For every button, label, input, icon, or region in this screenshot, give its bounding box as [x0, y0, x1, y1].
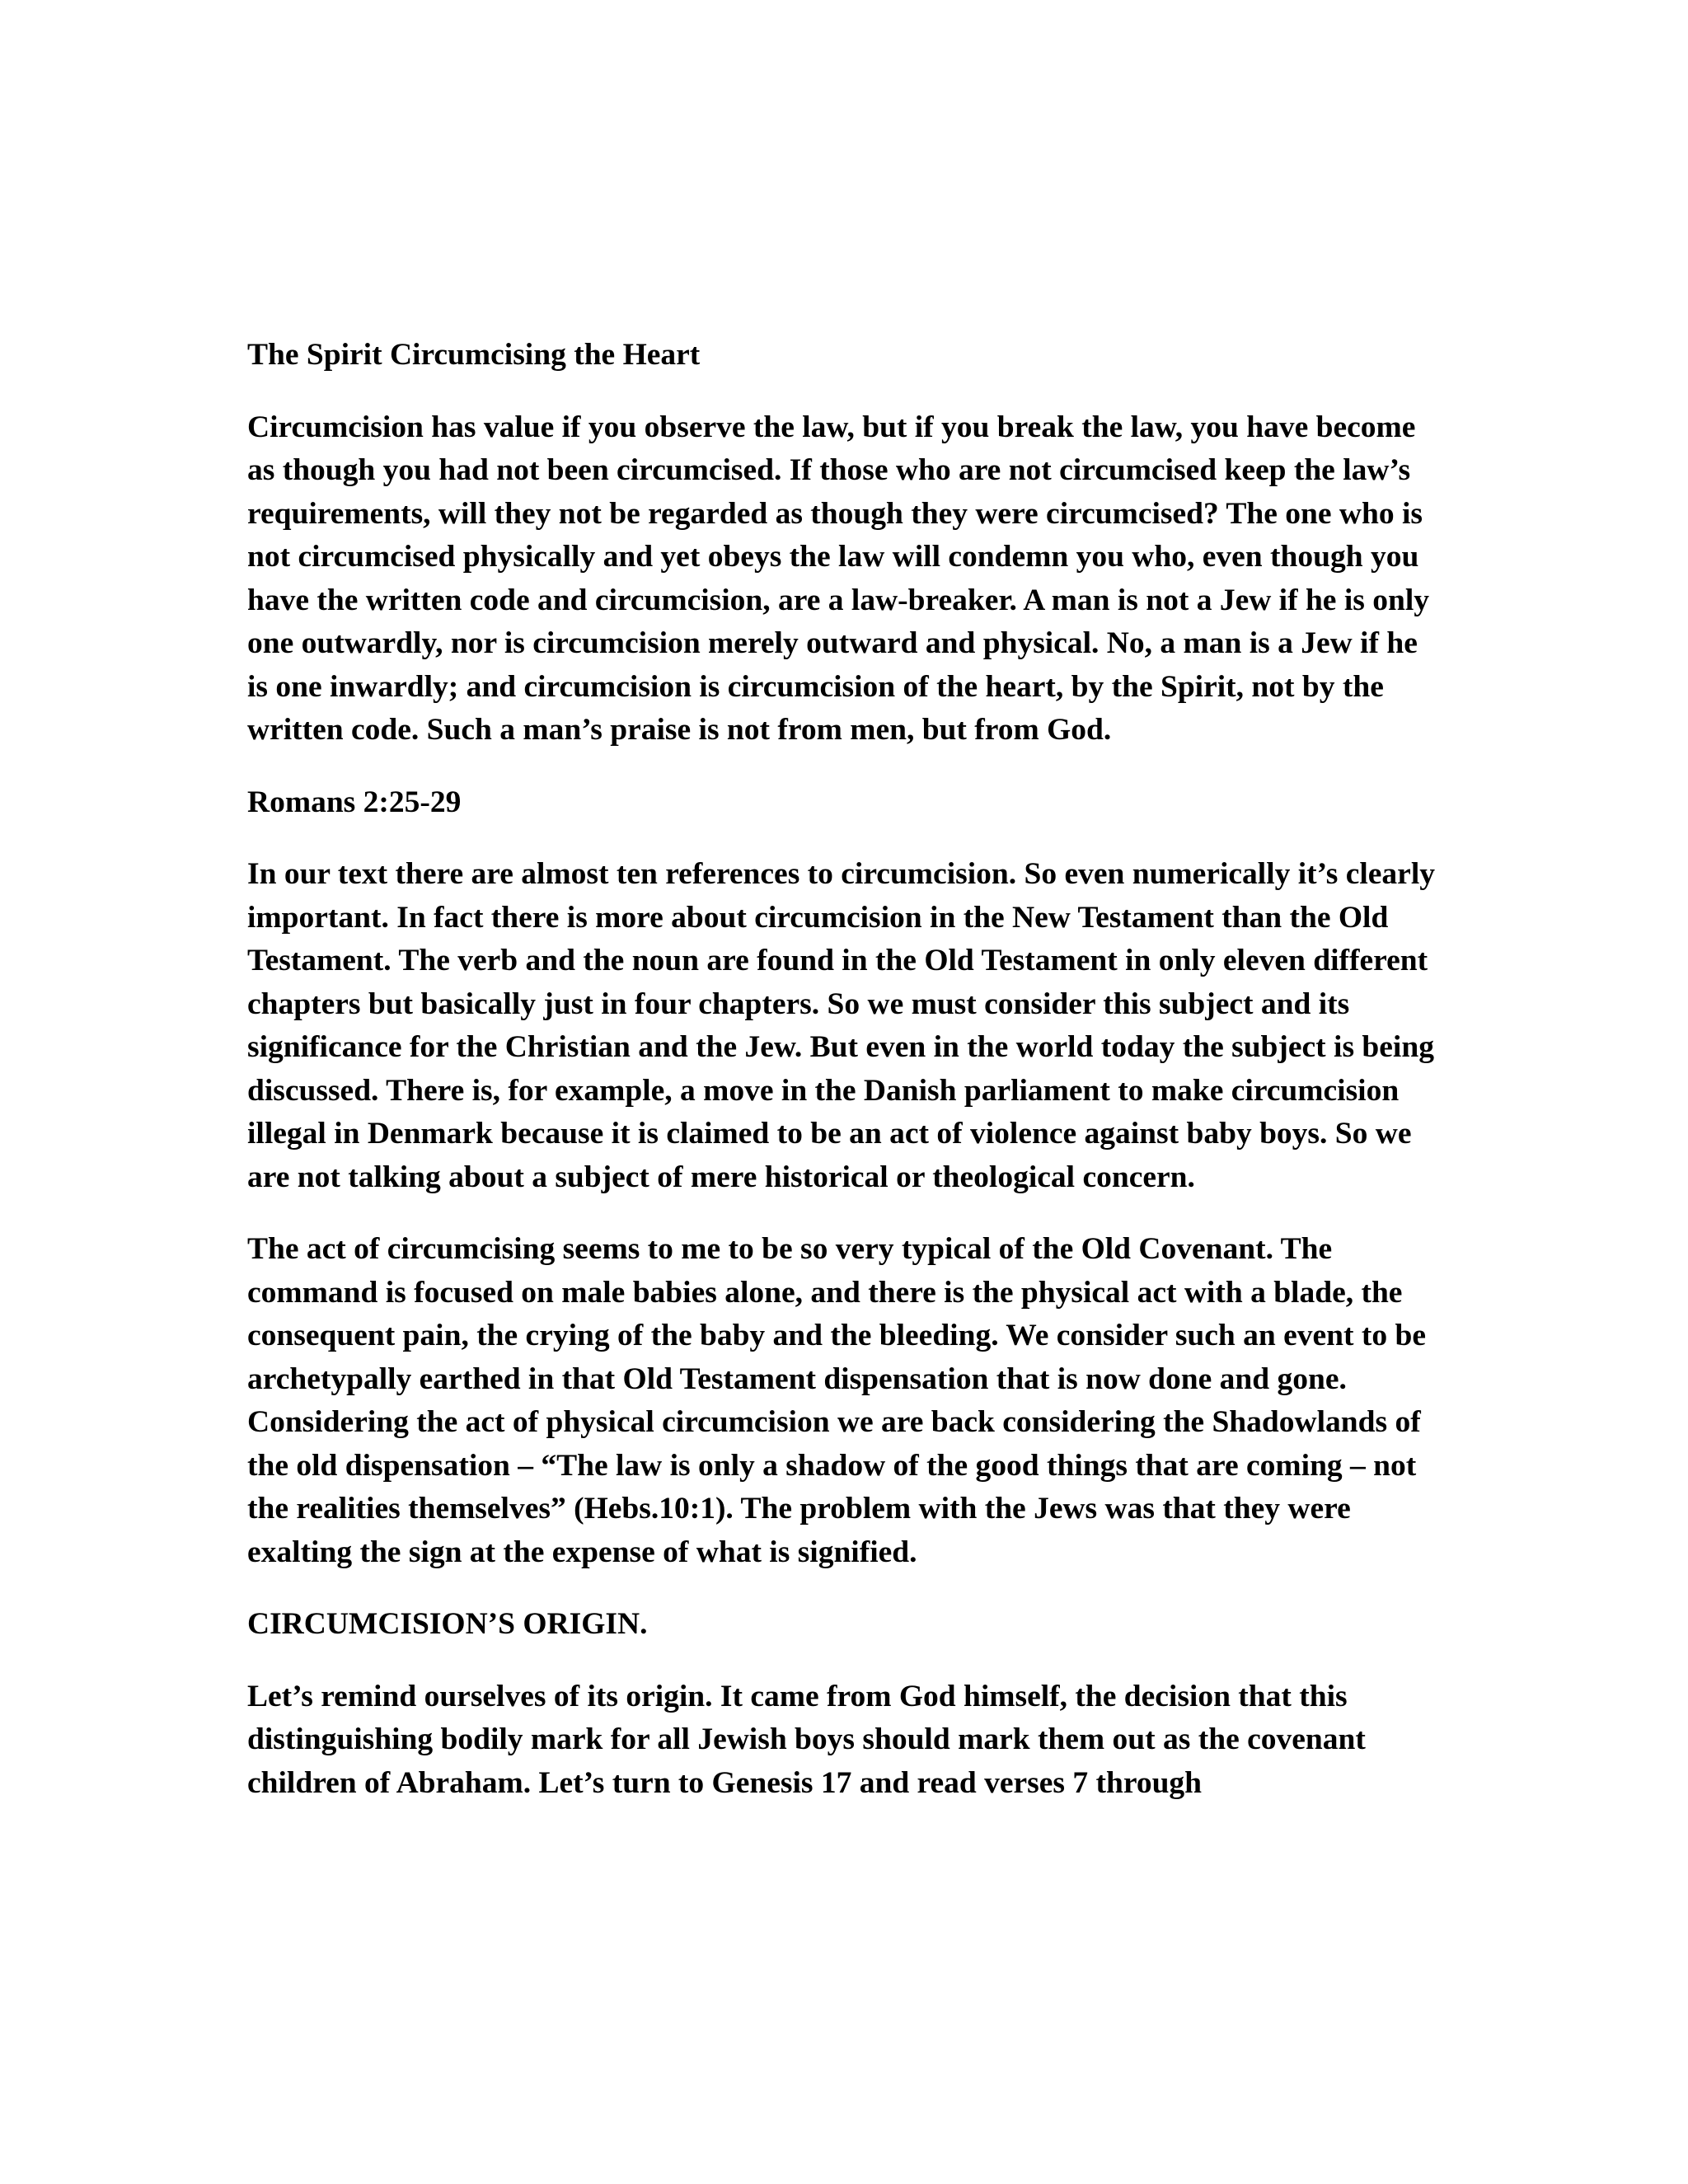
document-body — [247, 334, 1441, 1834]
section-heading: CIRCUMCISION’S ORIGIN. — [247, 1607, 648, 1641]
body-paragraph-2: The act of circumcising seems to me to be so very typical of the Old Covenant. The command is focused on male babies alone, and there is the physical act with a blade, the consequent pain, the crying of the baby and the bleeding. We consider such an event to be archetypally earthed in that Old Testament dispensation that is now done and gone. Considering the act of physical circumcision we are back considering the Shadowlands of the old dispensation – “The law is only a shadow of the good things that are coming – not the realities themselves” (Hebs.10:1). The problem with the Jews was that they were exalting the sign at the expense of what is signified. — [247, 1232, 1426, 1569]
scripture-passage: Circumcision has value if you observe the law, but if you break the law, you have become as though you had not been circumcised. If those who are not circumcised keep the law’s requirements, will they not be regarded as though they were circumcised? The one who is not circumcised physically and yet obeys the law will condemn you who, even though you have the written code and circumcision, are a law-breaker. A man is not a Jew if he is only one outwardly, nor is circumcision merely outward and physical. No, a man is a Jew if he is one inwardly; and circumcision is circumcision of the heart, by the Spirit, not by the written code. Such a man’s praise is not from men, but from God. — [247, 410, 1429, 747]
body-paragraph-1: In our text there are almost ten references to circumcision. So even numerically it’s clearly important. In fact there is more about circumcision in the New Testament than the Old Testament. The verb and the noun are found in the Old Testament in only eleven different chapters but basically just in four chapters. So we must consider this subject and its significance for the Christian and the Jew. But even in the world today the subject is being discussed. There is, for example, a move in the Danish parliament to make circumcision illegal in Denmark because it is claimed to be an act of violence against baby boys. So we are not talking about a subject of mere historical or theological concern. — [247, 857, 1435, 1194]
document-title: The Spirit Circumcising the Heart — [247, 338, 701, 372]
body-paragraph-3: Let’s remind ourselves of its origin. It came from God himself, the decision that this distinguishing bodily mark for all Jewish boys should mark them out as the covenant children of Abraham. Let’s turn to Genesis 17 and read verses 7 through — [247, 1679, 1366, 1800]
scripture-reference: Romans 2:25-29 — [247, 785, 462, 819]
